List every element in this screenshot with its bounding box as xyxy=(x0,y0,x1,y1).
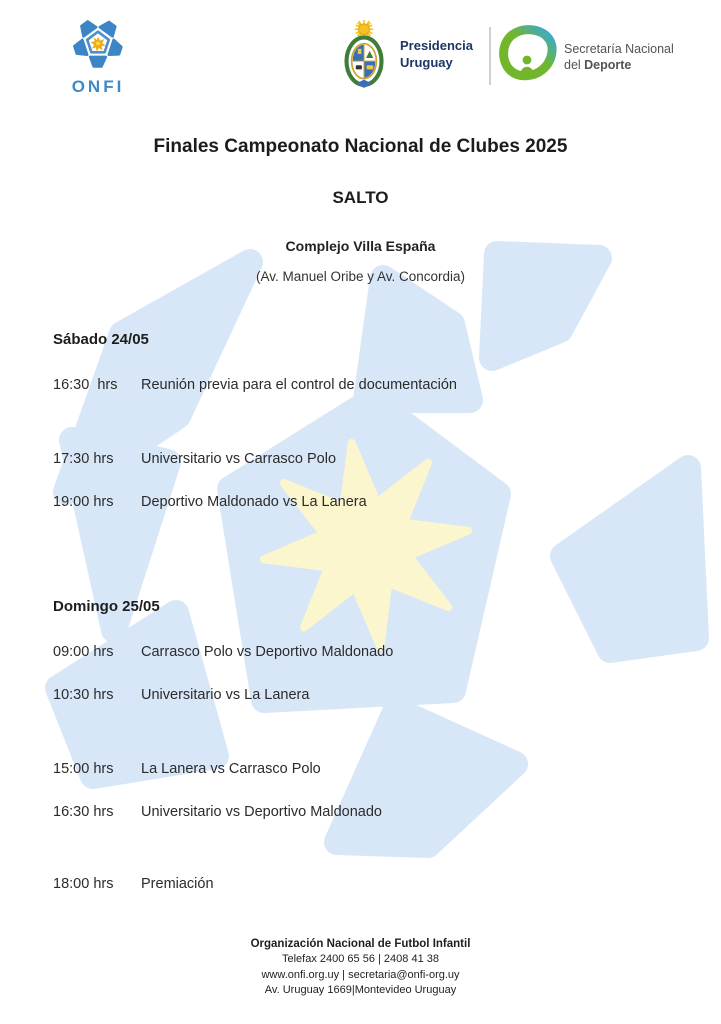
uruguay-coat-of-arms xyxy=(335,20,393,97)
day-heading-saturday: Sábado 24/05 xyxy=(53,331,149,348)
schedule-row xyxy=(53,644,691,660)
match-description: Carrasco Polo vs Deportivo Maldonado xyxy=(141,644,394,660)
schedule-row xyxy=(53,377,691,393)
match-description: Deportivo Maldonado vs La Lanera xyxy=(141,494,367,510)
secretaria-deporte-icon xyxy=(497,23,557,92)
schedule-row xyxy=(53,804,691,820)
match-description: Reunión previa para el control de documentación xyxy=(141,377,457,393)
secretaria-line1: Secretaría Nacional xyxy=(564,42,674,56)
schedule-row xyxy=(53,761,691,777)
city-subtitle: SALTO xyxy=(332,188,389,207)
match-description: La Lanera vs Carrasco Polo xyxy=(141,761,321,777)
presidencia-line2: Uruguay xyxy=(400,55,453,70)
day-heading-sunday: Domingo 25/05 xyxy=(53,598,160,615)
match-time: 16:30 hrs xyxy=(53,377,118,393)
header-divider xyxy=(489,27,491,85)
schedule-row xyxy=(53,876,691,892)
secretaria-line2: del Deporte xyxy=(564,58,632,72)
venue-address: (Av. Manuel Oribe y Av. Concordia) xyxy=(255,269,466,284)
match-time: 16:30 hrs xyxy=(53,804,114,820)
match-time: 17:30 hrs xyxy=(53,451,114,467)
secretaria-deporte-wordmark xyxy=(564,41,674,73)
onfi-logo xyxy=(56,12,140,97)
venue-name: Complejo Villa España xyxy=(285,238,436,254)
page-title: Finales Campeonato Nacional de Clubes 2025 xyxy=(153,136,568,157)
footer xyxy=(0,936,721,999)
match-time: 10:30 hrs xyxy=(53,687,114,703)
match-time: 15:00 hrs xyxy=(53,761,114,777)
onfi-wordmark: ONFI xyxy=(71,77,125,96)
match-description: Universitario vs Carrasco Polo xyxy=(141,451,337,467)
footer-org-name: Organización Nacional de Futbol Infantil xyxy=(250,938,471,950)
match-time: 19:00 hrs xyxy=(53,494,114,510)
presidencia-wordmark xyxy=(400,37,473,71)
match-description: Universitario vs La Lanera xyxy=(141,687,310,703)
match-time: 18:00 hrs xyxy=(53,876,114,892)
schedule-row xyxy=(53,687,691,703)
schedule-row xyxy=(53,451,691,467)
match-description: Universitario vs Deportivo Maldonado xyxy=(141,804,382,820)
schedule-row xyxy=(53,494,691,510)
match-time: 09:00 hrs xyxy=(53,644,114,660)
footer-web-email: www.onfi.org.uy | secretaria@onfi-org.uy xyxy=(261,968,460,981)
footer-address: Av. Uruguay 1669|Montevideo Uruguay xyxy=(264,984,457,996)
match-description: Premiación xyxy=(141,876,214,892)
onfi-ball-icon xyxy=(65,12,131,74)
presidencia-line1: Presidencia xyxy=(400,38,473,53)
footer-telefax: Telefax 2400 65 56 | 2408 41 38 xyxy=(282,953,439,965)
